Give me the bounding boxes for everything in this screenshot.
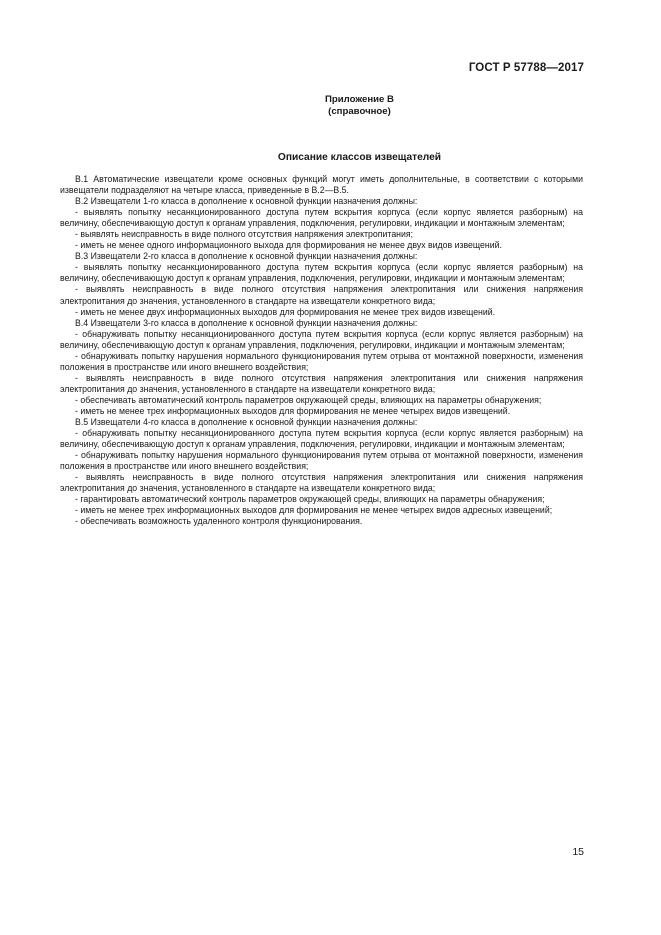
list-item: - обнаруживать попытку нарушения нормального функционирования путем отрыва от монтажной поверхности, изменения положения в пространстве или иного внешнего воздействия; <box>60 350 583 372</box>
paragraph: В.1 Автоматические извещатели кроме основных функций могут иметь дополнительные, в соответствии с которыми извещатели подразделяют на четыре класса, приведенные в В.2—В.5. <box>60 174 583 196</box>
list-item: - обеспечивать автоматический контроль параметров окружающей среды, влияющих на параметры обнаружения; <box>75 394 542 405</box>
list-item: - обеспечивать возможность удаленного контроля функционирования. <box>75 516 363 527</box>
paragraph: В.4 Извещатели 3-го класса в дополнение к основной функции назначения должны: <box>75 317 418 328</box>
section-heading <box>0 152 661 163</box>
document-code: ГОСТ Р 57788—2017 <box>468 62 584 74</box>
list-item: - выявлять неисправность в виде полного отсутствия напряжения электропитания или снижения напряжения электропитания до значения, установленного в стандарте на извещатели конкретного вида; <box>60 472 583 494</box>
paragraph: В.3 Извещатели 2-го класса в дополнение к основной функции назначения должны: <box>75 251 418 262</box>
appendix-title: Приложение В <box>325 94 394 105</box>
paragraph: В.5 Извещатели 4-го класса в дополнение к основной функции назначения должны: <box>75 417 418 428</box>
appendix-subtitle: (справочное) <box>328 106 391 117</box>
paragraph: В.2 Извещатели 1-го класса в дополнение к основной функции назначения должны: <box>75 196 418 207</box>
list-item: - выявлять неисправность в виде полного отсутствия напряжения электропитания или снижения напряжения электропитания до значения, установленного в стандарте на извещатели конкретного вида; <box>60 284 583 306</box>
list-item: - выявлять попытку несанкционированного доступа путем вскрытия корпуса (если корпус является разборным) на величину, обеспечивающую доступ к органам управления, подключения, регулировки, индикации и монтажным элементам; <box>60 207 583 229</box>
list-item: - иметь не менее трех информационных выходов для формирования не менее четырех видов адресных извещений; <box>75 505 553 516</box>
list-item: - обнаруживать попытку несанкционированного доступа путем вскрытия корпуса (если корпус является разборным) на величину, обеспечивающую доступ к органам управления, подключения, регулировки, индикации и монтажным элементам; <box>60 328 583 350</box>
page-number: 15 <box>572 846 584 858</box>
section-title: Описание классов извещателей <box>277 152 442 163</box>
list-item: - выявлять неисправность в виде полного отсутствия напряжения электропитания или снижения напряжения электропитания до значения, установленного в стандарте на извещатели конкретного вида; <box>60 372 583 394</box>
list-item: - иметь не менее трех информационных выходов для формирования не менее четырех видов извещений. <box>75 405 511 416</box>
list-item: - обнаруживать попытку несанкционированного доступа путем вскрытия корпуса (если корпус является разборным) на величину, обеспечивающую доступ к органам управления, подключения, регулировки, индикации и монтажным элементам; <box>60 428 583 450</box>
list-item: - иметь не менее одного информационного выхода для формирования не менее двух видов извещений. <box>75 240 502 251</box>
appendix-heading <box>0 94 661 118</box>
list-item: - гарантировать автоматический контроль параметров окружающей среды, влияющих на параметры обнаружения; <box>75 494 545 505</box>
list-item: - иметь не менее двух информационных выходов для формирования не менее трех видов извещений. <box>75 306 496 317</box>
document-body <box>60 174 583 528</box>
list-item: - обнаруживать попытку нарушения нормального функционирования путем отрыва от монтажной поверхности, изменения положения в пространстве или иного внешнего воздействия; <box>60 450 583 472</box>
list-item: - выявлять попытку несанкционированного доступа путем вскрытия корпуса (если корпус является разборным) на величину, обеспечивающую доступ к органам управления, подключения, регулировки, индикации и монтажным элементам; <box>60 262 583 284</box>
list-item: - выявлять неисправность в виде полного отсутствия напряжения электропитания; <box>75 229 414 240</box>
